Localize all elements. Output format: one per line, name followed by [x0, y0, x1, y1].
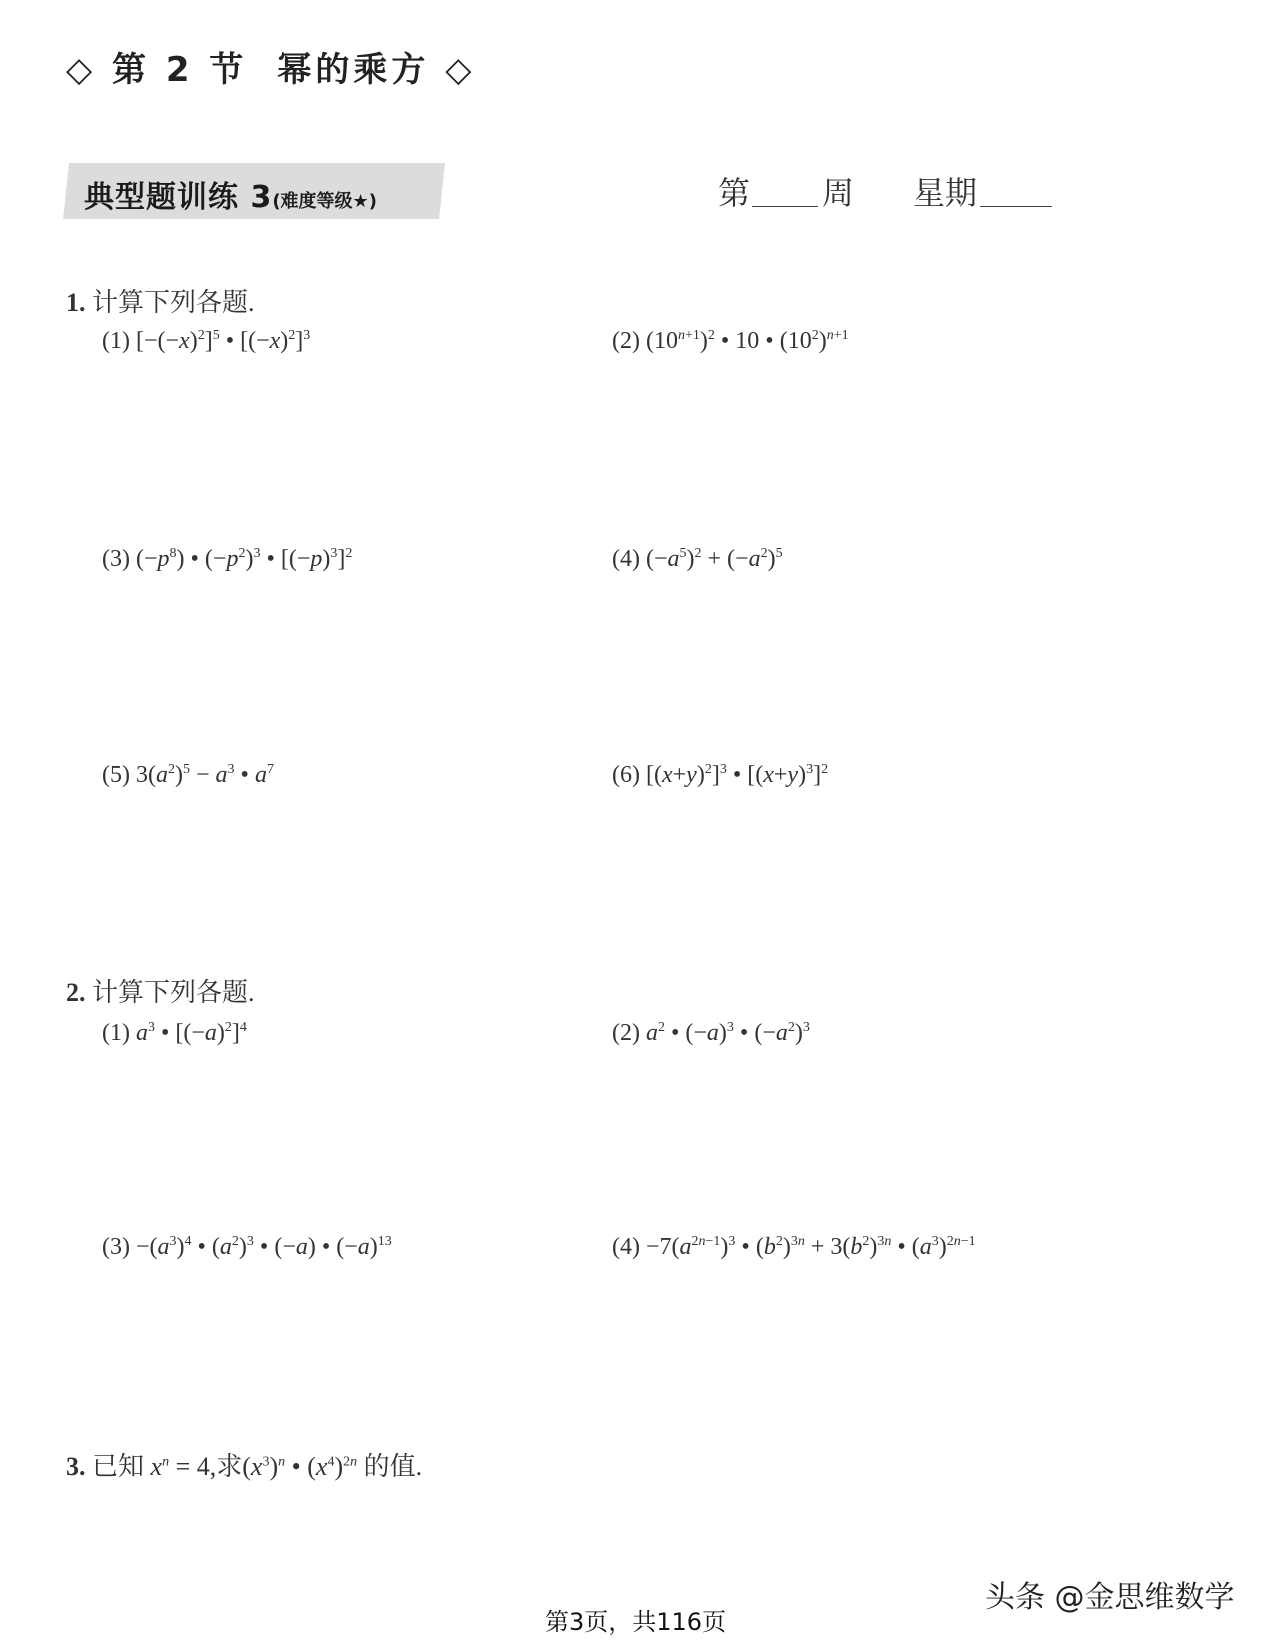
q2-prompt: 计算下列各题.: [92, 978, 255, 1007]
q2-item-2: (2) $a^2$ • $(-a)^3$ • $(-a^2)^3$: [612, 1020, 810, 1046]
q1-item-3: (3) $(-p^8)$ • $(-p^2)^3$ • $[(-p)^3]^2$: [102, 546, 353, 572]
q1-number: 1.: [66, 288, 86, 317]
watermark: 头条 @金思维数学: [985, 1580, 1235, 1615]
q2-item-1: (1) $a^3$ • $[(-a)^2]^4$: [102, 1020, 247, 1046]
q2-number: 2.: [66, 978, 86, 1007]
week-blank[interactable]: [752, 206, 818, 207]
weekday-blank[interactable]: [980, 206, 1052, 207]
q1-item-2: (2) $(10^{n+1})^2$ • 10 • $(10^2)^{n+1}$: [612, 328, 849, 354]
q1-item-6: (6) $[(x+y)^2]^3$ • $[(x+y)^3]^2$: [612, 762, 829, 788]
q3-heading: 3. 已知 $x^n = 4$,求$(x^3)^n$ • $(x^4)^{2n}$ 的值.: [66, 1452, 423, 1481]
exercise-banner: [84, 172, 377, 216]
q1-heading: [66, 282, 255, 319]
page-footer: 第3页，共116页: [545, 1608, 727, 1636]
q2-item-3: $(3) -(a^3)^4$ • $(a^2)^3$ • (−a) • $(-a)^{13}$: [102, 1234, 392, 1260]
q1-item-5: (5) $3(a^2)^5 - a^3$ • $a^7$: [102, 762, 274, 788]
q1-item-4: (4) $(-a^5)^2 + (-a^2)^5$: [612, 546, 783, 572]
banner-title: 典型题训练 3: [84, 180, 273, 215]
week-suffix: 周: [822, 174, 855, 212]
section-title: ◇ 第 2 节 幂的乘方 ◇: [66, 50, 476, 90]
difficulty-level: (难度等级★): [272, 191, 377, 212]
q2-heading: [66, 972, 255, 1009]
q1-prompt: 计算下列各题.: [92, 288, 255, 317]
weekday-label: 星期: [913, 174, 978, 212]
q1-item-1: (1) $[-(-x)^2]^5$ • $[(-x)^2]^3$: [102, 328, 311, 354]
q3-number: 3.: [66, 1452, 86, 1481]
q2-item-4: $(4) -7(a^{2n-1})^3$ • $(b^2)^{3n} + 3(b^2)^{3n}$ • $(a^3)^{2n-1}$: [612, 1234, 976, 1260]
week-prefix: 第: [718, 174, 751, 212]
